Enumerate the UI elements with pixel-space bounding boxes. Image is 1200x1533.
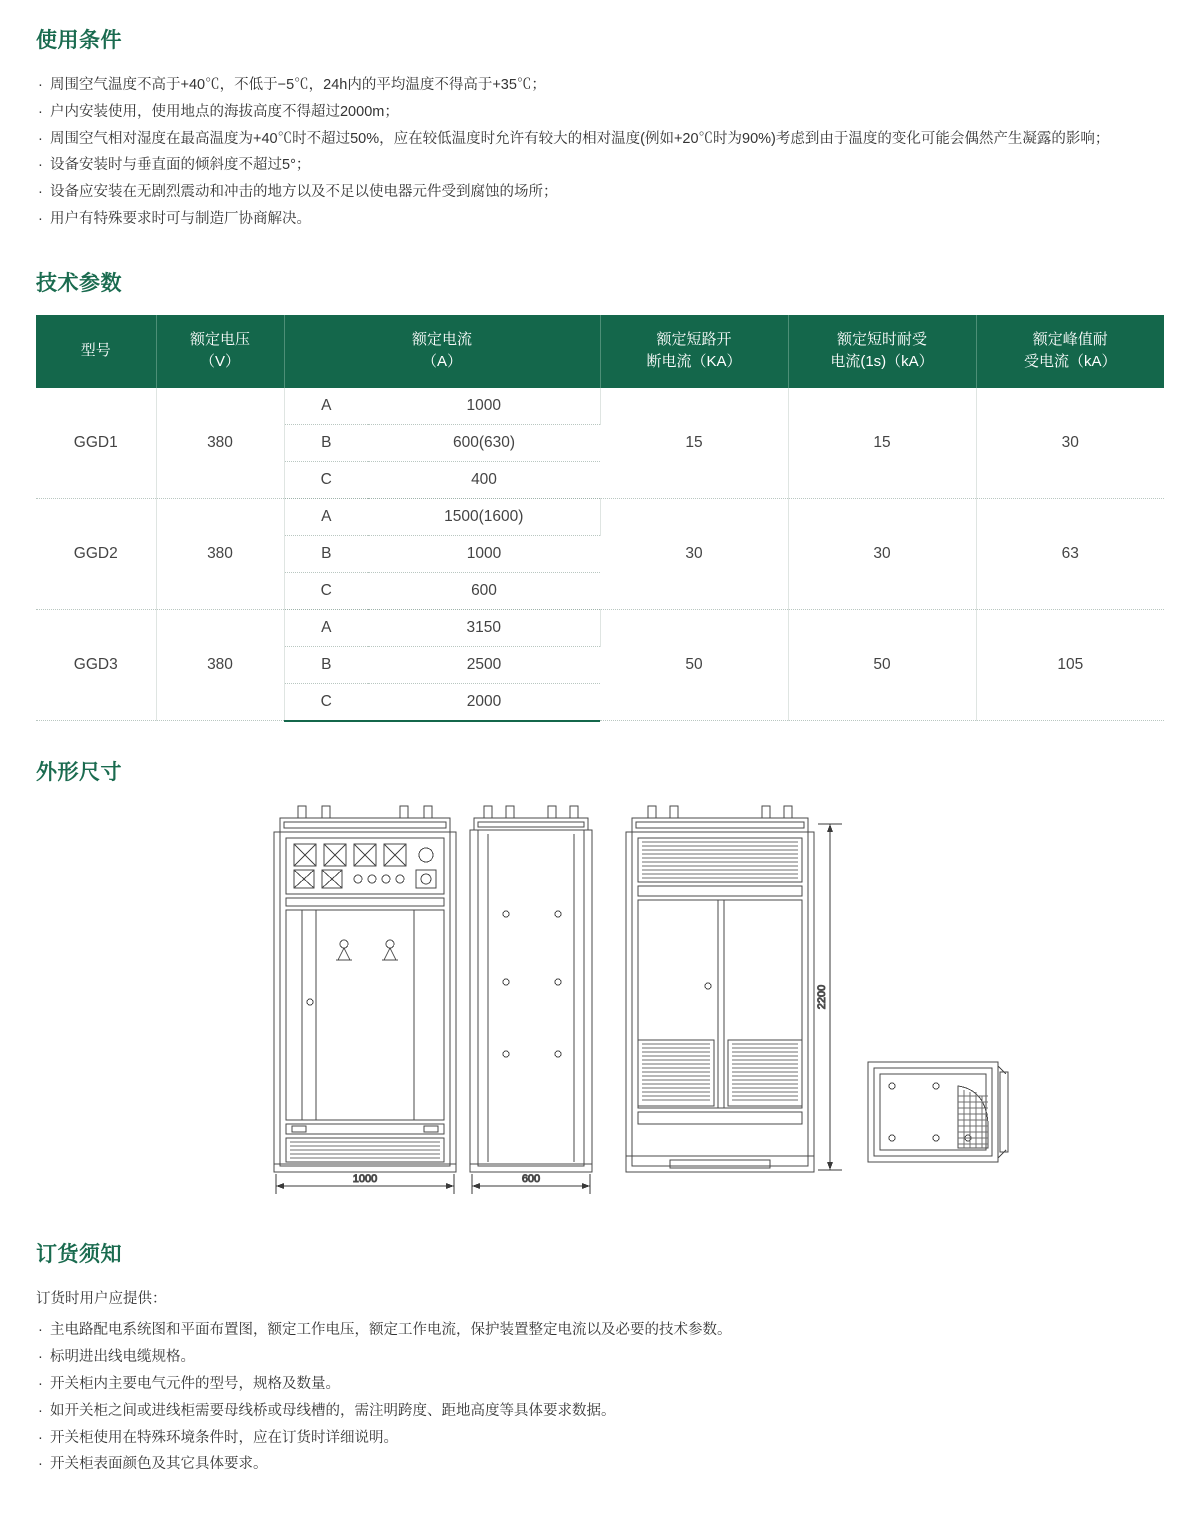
cell-current-letter: C: [284, 461, 368, 498]
list-item: · 开关柜使用在特殊环境条件时，应在订货时详细说明。: [36, 1425, 1164, 1452]
cell-current-value: 2000: [368, 683, 600, 721]
rear-view: [626, 806, 842, 1172]
col-header-short-time: [788, 315, 976, 388]
page-title-specs: 技术参数: [36, 271, 122, 295]
dimension-label-width: 1000: [352, 1172, 378, 1185]
col-header-peak-line2: 受电流（kA）: [1024, 353, 1117, 371]
list-item: · 标明进出线电缆规格。: [36, 1344, 1164, 1371]
cell-current-value: 1000: [368, 388, 600, 425]
cell-current-letter: A: [284, 498, 368, 535]
conditions-list: [36, 72, 1164, 233]
list-item: · 设备安装时与垂直面的倾斜度不超过5°；: [36, 152, 1164, 179]
cell-peak: 105: [976, 609, 1164, 721]
cell-breaking: 15: [600, 388, 788, 499]
cell-short-time: 15: [788, 388, 976, 499]
table-row: [36, 609, 1164, 646]
section-order: [36, 1238, 1164, 1478]
cell-current-letter: B: [284, 646, 368, 683]
list-item: · 周围空气相对湿度在最高温度为+40℃时不超过50%，应在较低温度时允许有较大的相对温度(例如+20℃时为90%)考虑到由于温度的变化可能会偶然产生凝露的影响；: [36, 126, 1164, 153]
dimension-label-height: 2200: [816, 984, 828, 1010]
cell-current-value: 400: [368, 461, 600, 498]
cell-peak: 63: [976, 498, 1164, 609]
cell-voltage: 380: [156, 609, 284, 721]
list-item: · 开关柜内主要电气元件的型号，规格及数量。: [36, 1371, 1164, 1398]
top-view: [868, 1062, 1008, 1162]
cell-breaking: 50: [600, 609, 788, 721]
order-list: [36, 1317, 1164, 1478]
cell-current-letter: A: [284, 388, 368, 425]
col-header-model: [36, 315, 156, 388]
cell-model: GGD1: [36, 388, 156, 499]
col-header-peak: [976, 315, 1164, 388]
cell-current-value: 600(630): [368, 424, 600, 461]
cell-short-time: 50: [788, 609, 976, 721]
col-header-breaking-line2: 断电流（KA）: [646, 353, 742, 371]
col-header-voltage-line2: （V）: [199, 353, 240, 371]
cabinet-drawing-svg: [70, 804, 1130, 1199]
col-header-current-line1: 额定电流: [412, 330, 473, 348]
col-header-model-line1: 型号: [80, 342, 111, 360]
cell-current-letter: A: [284, 609, 368, 646]
list-item: · 主电路配电系统图和平面布置图，额定工作电压，额定工作电流，保护装置整定电流以及必要的技术参数。: [36, 1317, 1164, 1344]
col-header-voltage: [156, 315, 284, 388]
page-title-dimensions: 外形尺寸: [36, 760, 122, 784]
cell-current-value: 600: [368, 572, 600, 609]
section-specs: [36, 267, 1164, 722]
list-item: · 户内安装使用，使用地点的海拔高度不得超过2000m；: [36, 99, 1164, 126]
order-intro: 订货时用户应提供：: [36, 1290, 167, 1307]
list-item: · 开关柜表面颜色及其它具体要求。: [36, 1451, 1164, 1478]
cell-current-letter: B: [284, 535, 368, 572]
cell-voltage: 380: [156, 388, 284, 499]
col-header-short-time-line1: 额定短时耐受: [837, 330, 928, 348]
list-item: · 周围空气温度不高于+40℃，不低于−5℃，24h内的平均温度不得高于+35℃；: [36, 72, 1164, 99]
section-dimensions: [36, 756, 1164, 1204]
col-header-peak-line1: 额定峰值耐: [1032, 330, 1108, 348]
list-item: · 用户有特殊要求时可与制造厂协商解决。: [36, 206, 1164, 233]
cell-current-letter: C: [284, 572, 368, 609]
col-header-breaking: [600, 315, 788, 388]
col-header-breaking-line1: 额定短路开: [656, 330, 732, 348]
dimension-drawing: [36, 804, 1164, 1204]
col-header-current-line2: （A）: [422, 353, 463, 371]
side-view: [470, 806, 592, 1194]
cell-current-value: 3150: [368, 609, 600, 646]
col-header-short-time-line2: 电流(1s)（kA）: [830, 353, 934, 371]
cell-current-value: 1500(1600): [368, 498, 600, 535]
cell-voltage: 380: [156, 498, 284, 609]
section-conditions: [36, 24, 1164, 233]
col-header-voltage-line1: 额定电压: [189, 330, 250, 348]
cell-short-time: 30: [788, 498, 976, 609]
cell-current-letter: C: [284, 683, 368, 721]
cell-model: GGD2: [36, 498, 156, 609]
cell-peak: 30: [976, 388, 1164, 499]
front-view: [274, 806, 456, 1194]
dimension-label-depth: 600: [521, 1172, 541, 1185]
table-row: [36, 498, 1164, 535]
specs-table: [36, 315, 1164, 722]
cell-current-value: 2500: [368, 646, 600, 683]
list-item: · 如开关柜之间或进线柜需要母线桥或母线槽的，需注明跨度、距地高度等具体要求数据。: [36, 1398, 1164, 1425]
table-row: [36, 388, 1164, 425]
handle-symbols: [336, 940, 398, 960]
cell-breaking: 30: [600, 498, 788, 609]
page-title-order: 订货须知: [36, 1242, 122, 1266]
list-item: · 设备应安装在无剧烈震动和冲击的地方以及不足以使电器元件受到腐蚀的场所；: [36, 179, 1164, 206]
page-title-conditions: 使用条件: [36, 29, 122, 52]
cell-model: GGD3: [36, 609, 156, 721]
cell-current-letter: B: [284, 424, 368, 461]
col-header-current: [284, 315, 600, 388]
cell-current-value: 1000: [368, 535, 600, 572]
table-header-row: [36, 315, 1164, 388]
